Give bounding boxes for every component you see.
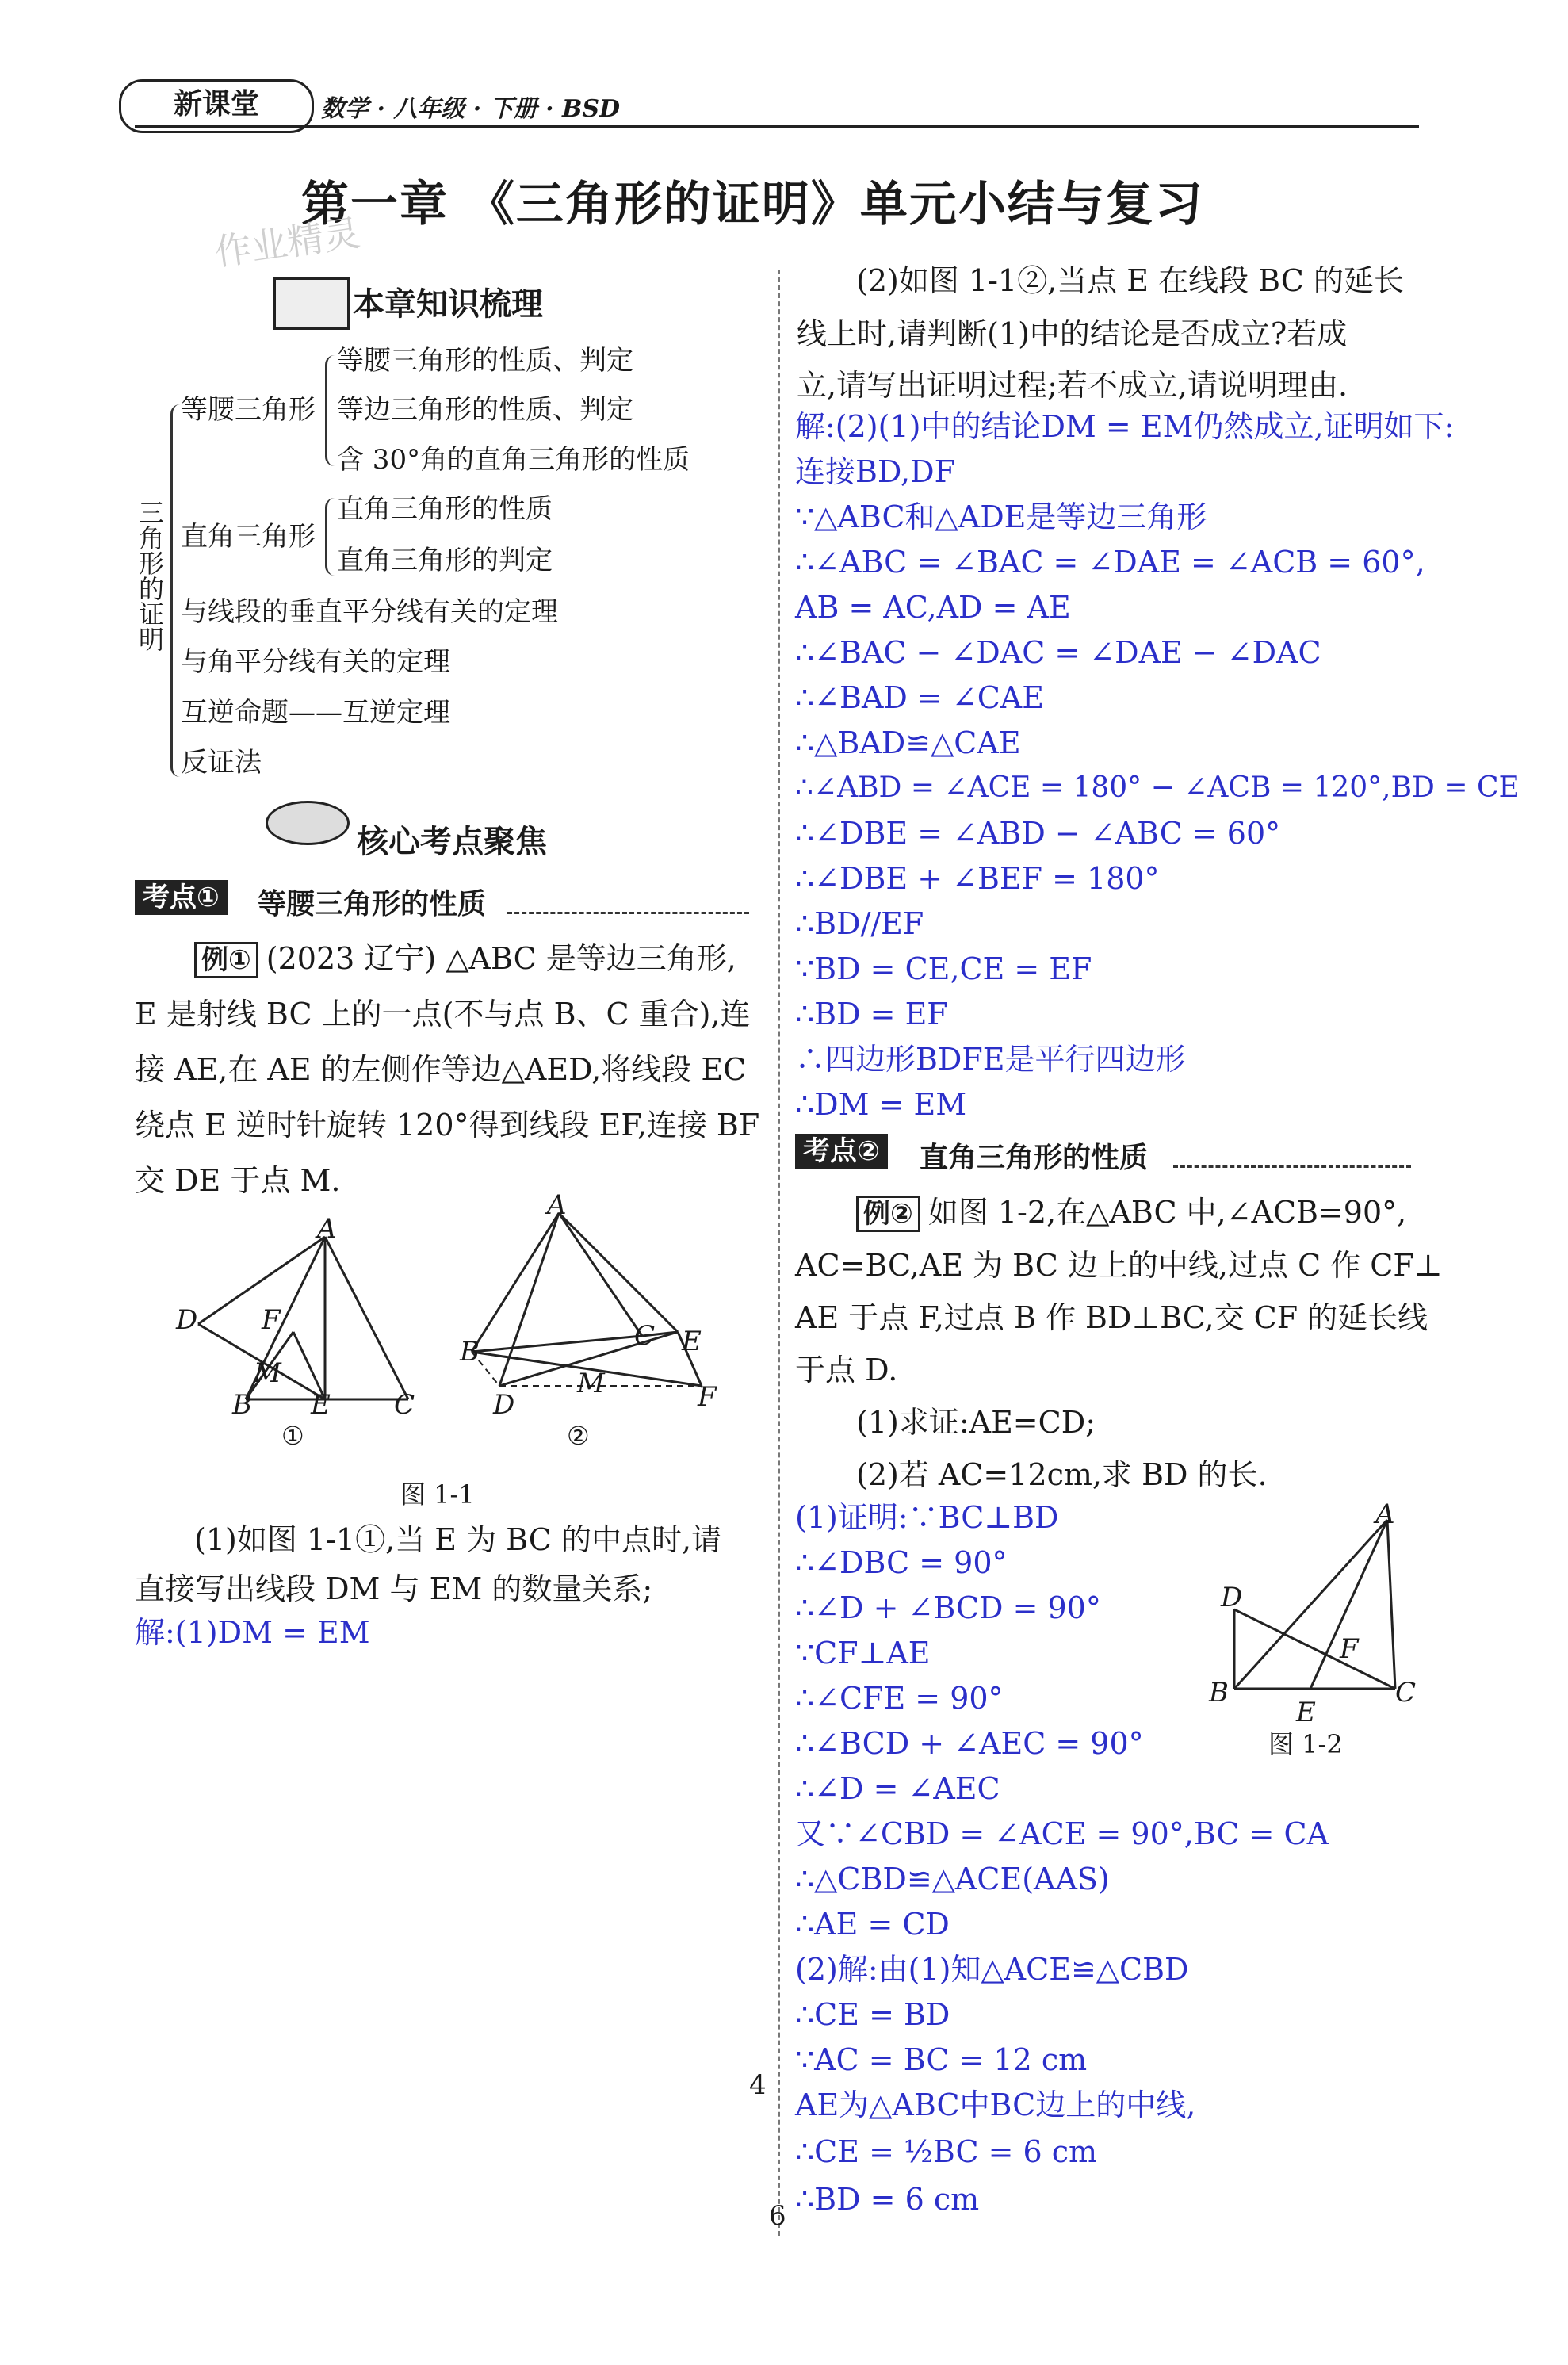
header-rule — [135, 125, 1419, 128]
answer2-line: ∴△BAD≌△CAE — [795, 725, 1021, 760]
example1-q1-line: (1)如图 1-1①,当 E 为 BC 的中点时,请 — [194, 1522, 722, 1557]
segment — [559, 1213, 642, 1336]
column-divider — [778, 270, 780, 2236]
example2-tag: 例② — [856, 1196, 920, 1232]
example1-first-line — [194, 939, 736, 978]
example1-line: 交 DE 于点 M. — [135, 1163, 341, 1198]
series-subtitle: 数学 · 八年级 · 下册 · BSD — [321, 95, 621, 123]
answer2-line: ∴∠BAC − ∠DAC = ∠DAE − ∠DAC — [795, 635, 1321, 670]
solution2-line: ∴CE = BD — [795, 1997, 950, 2032]
example1-text: (2023 辽宁) △ABC 是等边三角形, — [266, 941, 736, 976]
solution2-line: ∵CF⊥AE — [795, 1636, 931, 1670]
tree-item: 等边三角形的性质、判定 — [337, 394, 633, 426]
answer2-line: ∴BD//EF — [795, 906, 924, 941]
tree-item: 直角三角形的判定 — [337, 545, 553, 576]
solution2-line: ∴∠D = ∠AEC — [795, 1771, 1000, 1806]
example1-q1-line: 直接写出线段 DM 与 EM 的数量关系; — [135, 1571, 653, 1606]
answer2-line: 连接BD,DF — [795, 454, 955, 489]
example1-answer1: 解:(1)DM = EM — [135, 1615, 370, 1650]
solution2-line: ∵AC = BC = 12 cm — [795, 2042, 1088, 2077]
answer2-line: ∴∠DBE + ∠BEF = 180° — [795, 861, 1160, 896]
point1-rule — [507, 912, 749, 914]
knowledge-section-title: 本章知识梳理 — [353, 286, 543, 323]
point1-label: 考点① — [135, 880, 228, 915]
core-section-title: 核心考点聚焦 — [357, 824, 547, 860]
answer2-line: ∴∠ABC = ∠BAC = ∠DAE = ∠ACB = 60°, — [795, 545, 1425, 580]
fig-label: C — [634, 1320, 656, 1352]
fig-label: E — [311, 1389, 331, 1421]
answer2-line: ∴BD = EF — [795, 997, 948, 1031]
brace-isosceles — [325, 355, 337, 466]
example2-line: AE 于点 F,过点 B 作 BD⊥BC,交 CF 的延长线 — [795, 1300, 1428, 1335]
fig-label: F — [698, 1381, 717, 1413]
example1-q2-line: 立,请写出证明过程;若不成立,请说明理由. — [797, 368, 1348, 403]
solution2-line: ∴BD = 6 cm — [795, 2182, 980, 2217]
page-number: 6 — [769, 2200, 786, 2232]
watermark: 作业精灵 — [212, 211, 363, 274]
example2-first-line — [856, 1193, 1406, 1232]
group-label-right: 直角三角形 — [181, 521, 316, 553]
tree-root-text: 三角形的证明 — [135, 499, 165, 652]
answer2-line: ∵BD = CE,CE = EF — [795, 951, 1092, 986]
tree-item: 反证法 — [181, 747, 262, 779]
fig1-sub-label: ① — [281, 1421, 304, 1451]
example2-q1: (1)求证:AE=CD; — [856, 1405, 1096, 1440]
point1-title: 等腰三角形的性质 — [258, 888, 487, 920]
tree-root — [135, 499, 165, 658]
answer2-line: ∴DM = EM — [795, 1087, 967, 1122]
solution2-line: ∴CE = ½BC = 6 cm — [795, 2134, 1098, 2169]
figure-1-2 — [1217, 1510, 1423, 1709]
segment — [1387, 1520, 1395, 1689]
point2-rule — [1173, 1165, 1411, 1168]
answer2-line: ∵△ABC和△ADE是等边三角形 — [795, 499, 1207, 534]
example2-text: 如图 1-2,在△ABC 中,∠ACB=90°, — [927, 1195, 1407, 1230]
fig-label: F — [262, 1304, 281, 1336]
solution2-line: 又∵∠CBD = ∠ACE = 90°,BC = CA — [795, 1816, 1329, 1851]
group-label-isosceles: 等腰三角形 — [181, 394, 316, 426]
magnifier-icon — [266, 801, 350, 845]
solution2-line: ∴∠CFE = 90° — [795, 1681, 1004, 1716]
example1-line: E 是射线 BC 上的一点(不与点 B、C 重合),连 — [135, 997, 751, 1031]
tree-item: 含 30°角的直角三角形的性质 — [337, 444, 690, 476]
fig-label: D — [493, 1389, 515, 1421]
series-logo: 新课堂 — [119, 79, 314, 133]
solution2-line: AE为△ABC中BC边上的中线, — [795, 2088, 1196, 2122]
tree-item: 与线段的垂直平分线有关的定理 — [181, 596, 558, 628]
example2-q2: (2)若 AC=12cm,求 BD 的长. — [856, 1457, 1268, 1492]
fig-label: A — [317, 1213, 337, 1245]
tree-item: 互逆命题——互逆定理 — [181, 697, 450, 729]
fig-label: A — [547, 1189, 567, 1221]
point2-title: 直角三角形的性质 — [920, 1142, 1149, 1174]
book-icon — [273, 277, 350, 330]
fig-label: C — [394, 1389, 415, 1421]
figure-1-2-caption: 图 1-2 — [1268, 1729, 1343, 1759]
brace-right — [325, 498, 337, 576]
fig-label: E — [682, 1326, 702, 1357]
point2-label: 考点② — [795, 1134, 888, 1169]
fig-label: F — [1340, 1633, 1359, 1665]
fig-label: D — [1221, 1582, 1243, 1613]
solution2-line: ∴∠DBC = 90° — [795, 1545, 1008, 1580]
figure-1-1-caption: 图 1-1 — [400, 1479, 475, 1510]
segment — [1234, 1520, 1387, 1689]
answer2-line: ∴∠ABD = ∠ACE = 180° − ∠ACB = 120°,BD = CE — [795, 771, 1520, 804]
fig-label: M — [577, 1368, 605, 1399]
answer2-line: 解:(2)(1)中的结论DM = EM仍然成立,证明如下: — [795, 409, 1455, 444]
fig-label: B — [232, 1389, 252, 1421]
example1-line: 接 AE,在 AE 的左侧作等边△AED,将线段 EC — [135, 1052, 747, 1087]
chapter-title: 第一章 《三角形的证明》单元小结与复习 — [301, 177, 1204, 232]
fig-label: M — [254, 1357, 281, 1389]
solution2-line: (2)解:由(1)知△ACE≌△CBD — [795, 1952, 1189, 1987]
solution2-line: ∴AE = CD — [795, 1907, 950, 1942]
answer2-line: AB = AC,AD = AE — [795, 590, 1071, 625]
tree-item: 与角平分线有关的定理 — [181, 646, 450, 678]
fig-label: D — [176, 1304, 198, 1336]
fig-label: A — [1375, 1498, 1395, 1530]
segment — [325, 1237, 408, 1399]
example2-line: AC=BC,AE 为 BC 边上的中线,过点 C 作 CF⊥ — [795, 1248, 1443, 1283]
example1-q2-line: (2)如图 1-1②,当点 E 在线段 BC 的延长 — [856, 263, 1404, 298]
segment — [472, 1213, 559, 1352]
tree-item: 等腰三角形的性质、判定 — [337, 345, 633, 377]
fig-label: E — [1296, 1697, 1316, 1728]
example1-line: 绕点 E 逆时针旋转 120°得到线段 EF,连接 BF — [135, 1108, 760, 1142]
solution2-line: (1)证明:∵BC⊥BD — [795, 1500, 1059, 1535]
tree-item: 直角三角形的性质 — [337, 493, 553, 525]
solution2-line: ∴∠BCD + ∠AEC = 90° — [795, 1726, 1144, 1761]
segment — [559, 1213, 678, 1332]
solution2-line: ∴△CBD≌△ACE(AAS) — [795, 1862, 1110, 1896]
example1-tag: 例① — [194, 942, 258, 978]
answer2-line: ∴四边形BDFE是平行四边形 — [795, 1042, 1186, 1077]
example2-line: 于点 D. — [795, 1353, 898, 1387]
solution2-line: ∴∠D + ∠BCD = 90° — [795, 1590, 1101, 1625]
fig-label: B — [460, 1336, 480, 1368]
fig-label: B — [1209, 1677, 1229, 1709]
inner-page-number: 4 — [749, 2069, 767, 2101]
example1-q2-line: 线上时,请判断(1)中的结论是否成立?若成 — [797, 316, 1348, 351]
answer2-line: ∴∠DBE = ∠ABD − ∠ABC = 60° — [795, 816, 1281, 851]
answer2-line: ∴∠BAD = ∠CAE — [795, 680, 1044, 715]
fig-label: C — [1395, 1677, 1417, 1709]
fig2-sub-label: ② — [567, 1421, 590, 1451]
